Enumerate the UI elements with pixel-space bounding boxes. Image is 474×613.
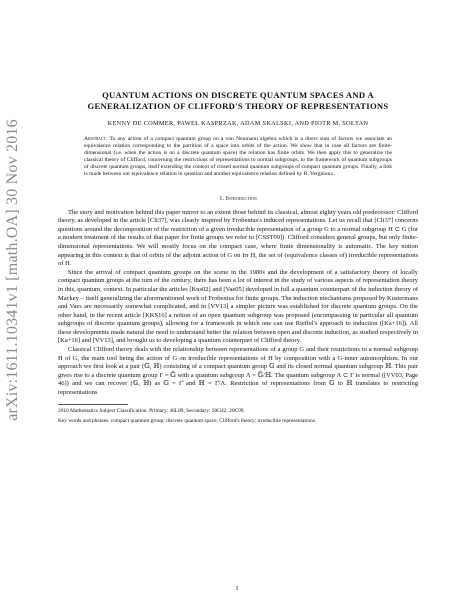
title-line-1: QUANTUM ACTIONS ON DISCRETE QUANTUM SPACES AND A <box>102 90 374 100</box>
paragraph-2: Since the arrival of compact quantum groups on the scene in the 1980s and the development of a satisfactory theory of locally compact quantum groups at the turn of the century, there has been a lot of interest in the study of various aspects of representation theory in this, quantum, context. In particular the articles [Kus02] and [Vae05] developed in full a quantum counterpart of the induction theory of Mackey – itself generalizing the aforementioned work of Frobenius for finite groups. The induction mechanisms proposed by Kustermans and Vaes are necessarily somewhat complicated, and in [VV13] a simpler picture was established for discrete quantum groups. On the other hand, in the recent article [KKS16] a notion of an open quantum subgroup was proposed (encompassing in particular all quantum subgroups of discrete quantum groups), allowing for a framework in which one can use Rieffel's approach to induction ([Ka+16]). All these developments made natural the need to understand better the relation between open and discrete induction, as studied respectively in [Ka+16] and [VV13], and brought us to developing a quantum counterpart of Clifford theory. <box>58 268 418 345</box>
abstract-text: To any action of a compact quantum group on a von Neumann algebra which is a direct sum of factors we associate an equivalence relation corresponding to the partition of a space into orbits of the action. We show that in case all factors are finite-dimensional (i.e. when the action is on a discrete quantum space) the relation has finite orbits. We then apply this to generalize the classical theory of Clifford, concerning the restrictions of representations to normal subgroups, to the framework of quantum subgroups of discrete quantum groups, itself extending the context of closed normal quantum subgroups of compact quantum groups. Finally, a link is made between our equivalence relation in question and another equivalence relation defined by R. Vergnioux. <box>84 136 392 178</box>
author-list: KENNY DE COMMER, PAWEŁ KASPRZAK, ADAM SKALSKI, AND PIOTR M. SOŁTAN <box>107 120 369 127</box>
paper-page <box>58 90 418 425</box>
paper-title <box>58 90 418 112</box>
footnote-rule <box>58 404 128 405</box>
arxiv-stamp <box>2 120 24 420</box>
paragraph-3: Classical Clifford theory deals with the relationship between representations of a group G and their restrictions to a normal subgroup H of G, the main tool being the action of G on irreducible representations of H by composition with a G-inner automorphism. In our approach we first look at a pair (𝔾, ℍ) consisting of a compact quantum group 𝔾 and its closed normal quantum subgroup ℍ. This pair gives rise to a discrete quantum group Γ = 𝔾̂ with a quantum subgroup Λ = 𝔾̂/ℍ. The quantum subgroup Λ ⊂ Γ is normal ([VV03, Page 46]) and we can recover (𝔾, ℍ) as 𝔾 = Γ̂ and ℍ = Γ̂/Λ. Restriction of representations from 𝔾 to ℍ translates to restricting representations <box>58 346 418 397</box>
arxiv-stamp-text: arXiv:1611.10341v1 [math.OA] 30 Nov 2016 <box>4 119 21 421</box>
title-line-2: GENERALIZATION OF CLIFFORD'S THEORY OF REPRESENTATIONS <box>87 101 389 111</box>
abstract-label: Abstract. <box>84 136 108 142</box>
section-heading: 1. Introduction <box>219 194 257 202</box>
page-number: 1 <box>235 586 239 592</box>
footnote-msc: 2010 Mathematics Subject Classification. Primary: 46L89, Secondary: 20G42, 20C99. <box>58 407 245 414</box>
abstract <box>84 136 392 179</box>
footnote-keywords: Key words and phrases. compact quantum group; discrete quantum space; Clifford's theory; irreducible representations. <box>58 417 317 424</box>
paragraph-1: The story and motivation behind this paper mirror to an extent those behind its classical, almost eighty years old predecessor: Clifford theory, as developed in the article [Cli37], was clearly inspired by Frobenius's induced representations. Let us recall that [Cli37] concerns questions around the decomposition of the restriction of a given irreducible representation of a group G to a normal subgroup H ⊂ G (for a modern treatment of the results of that paper for finite groups we refer to [CSST09]). Clifford considers general groups, but only finite-dimensional representations. We will mostly focus on the compact case, where finite dimensionality is automatic. The key notion appearing in this context is that of orbits of the adjoint action of G on Irr H, the set of (equivalence classes of) irreducible representations of H. <box>58 208 418 268</box>
